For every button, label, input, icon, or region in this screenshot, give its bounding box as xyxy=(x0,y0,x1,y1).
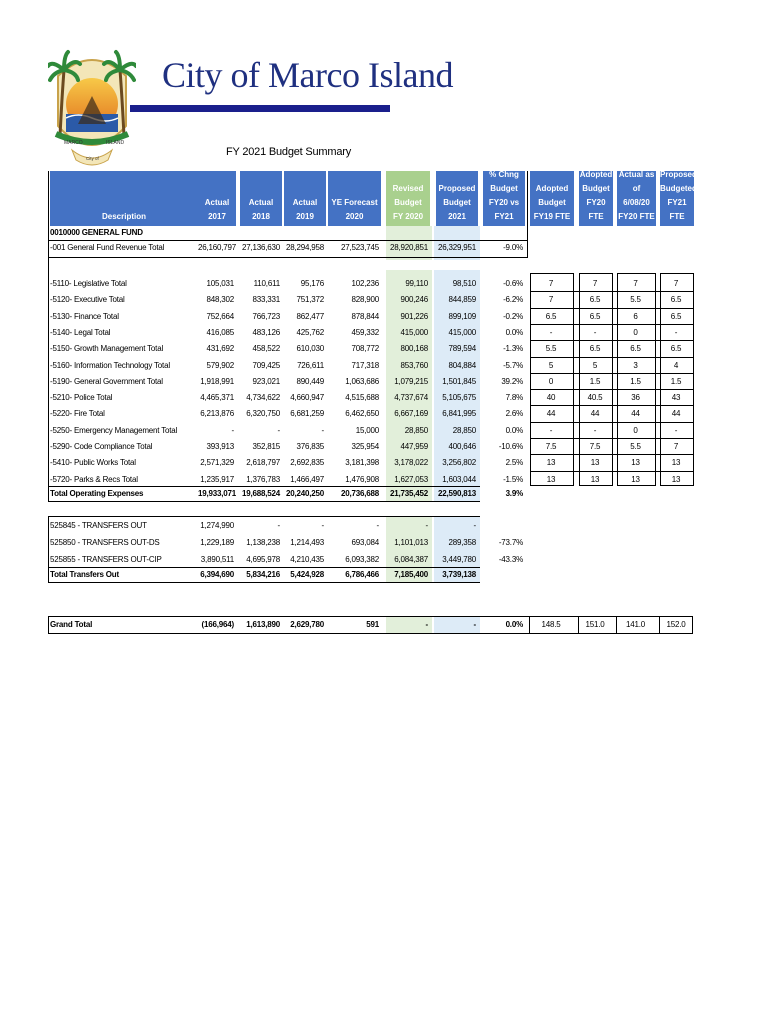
transfer-row-value: 693,084 xyxy=(351,538,379,547)
expense-row-value: 483,126 xyxy=(252,328,280,337)
expense-row-value: 15,000 xyxy=(355,426,379,435)
fte-value: - xyxy=(674,328,678,337)
expense-row-value: 6,320,750 xyxy=(246,409,280,418)
fte-value: 7 xyxy=(633,279,638,288)
expense-row-value: 862,477 xyxy=(296,312,324,321)
expense-row-value: 853,760 xyxy=(400,361,428,370)
fte-value: 3 xyxy=(633,361,638,370)
transfer-row-value: - xyxy=(473,521,476,530)
fte-value: 5 xyxy=(592,361,598,370)
total-divider xyxy=(48,486,480,487)
fte-value: 7 xyxy=(673,279,679,288)
expense-row-value: 98,510 xyxy=(452,279,476,288)
fte-value: 5 xyxy=(548,361,554,370)
operating-total-row-value: 19,688,524 xyxy=(241,489,280,498)
transfer-row-value: 1,101,013 xyxy=(394,538,428,547)
expense-row-value: 1,235,917 xyxy=(200,475,234,484)
column-header-line: % Chng xyxy=(489,170,519,179)
column-header-line: Actual xyxy=(292,198,318,207)
expense-row-value: -0.6% xyxy=(503,279,523,288)
fte-value: - xyxy=(549,426,553,435)
column-header-line: FY19 FTE xyxy=(533,212,571,221)
expense-row-value: 1,501,845 xyxy=(442,377,476,386)
expense-row-label: -5110- Legislative Total xyxy=(50,279,127,288)
transfers-total-row-value: 3,739,138 xyxy=(442,570,476,579)
expense-row-value: - xyxy=(231,426,234,435)
expense-row-value: 2.6% xyxy=(505,409,523,418)
fte-value: 1.5 xyxy=(630,377,641,386)
transfers-total-row-value: 7,185,400 xyxy=(394,570,428,579)
general-fund-heading: 0010000 GENERAL FUND xyxy=(50,228,143,237)
expense-row-value: 352,815 xyxy=(252,442,280,451)
expense-row-value: 579,902 xyxy=(206,361,234,370)
expense-row-value: 0.0% xyxy=(505,328,523,337)
fte-value: 13 xyxy=(546,475,556,484)
expense-row-value: 415,000 xyxy=(448,328,476,337)
column-header-line: FY 2020 xyxy=(392,212,424,221)
transfer-row-value: 1,274,990 xyxy=(200,521,234,530)
transfers-total-row-label: Total Transfers Out xyxy=(50,570,119,579)
revenue-row-value: 26,329,951 xyxy=(437,243,476,252)
grand-total-row-value: (166,964) xyxy=(201,620,234,629)
expense-row-value: 7.8% xyxy=(505,393,523,402)
table-left-border xyxy=(48,171,49,501)
title-underline-bar xyxy=(130,105,390,112)
expense-row-value: 0.0% xyxy=(505,426,523,435)
row-divider xyxy=(48,516,480,517)
fte-column-divider xyxy=(529,616,530,634)
fte-value: - xyxy=(674,426,678,435)
column-header-line: Actual xyxy=(204,198,230,207)
expense-row-value: 2,571,329 xyxy=(200,458,234,467)
expense-row-value: 2,692,835 xyxy=(290,458,324,467)
fte-row-divider xyxy=(530,454,693,455)
fte-value: 5.5 xyxy=(630,295,641,304)
expense-row-value: 4,660,947 xyxy=(290,393,324,402)
fte-row-divider xyxy=(530,471,693,472)
expense-row-value: 6,841,995 xyxy=(442,409,476,418)
column-header-3 xyxy=(284,171,326,226)
column-header-line: Budgeted xyxy=(660,184,697,193)
grand-total-row-value: - xyxy=(473,620,476,629)
column-header-line: 2019 xyxy=(296,212,314,221)
expense-row-value: 28,850 xyxy=(452,426,476,435)
expense-row-label: -5210- Police Total xyxy=(50,393,113,402)
grand-total-fte-value: 148.5 xyxy=(541,620,561,629)
expense-row-value: 890,449 xyxy=(296,377,324,386)
expense-row-value: 99,110 xyxy=(405,279,428,288)
expense-row-label: -5410- Public Works Total xyxy=(50,458,136,467)
expense-row-value: 878,844 xyxy=(351,312,379,321)
expense-row-label: -5150- Growth Management Total xyxy=(50,344,164,353)
table-left-border xyxy=(48,516,49,582)
revenue-row-value: 27,136,630 xyxy=(241,243,280,252)
fte-value: 44 xyxy=(631,409,640,418)
transfer-row-value: 6,084,387 xyxy=(394,555,428,564)
expense-row-value: 95,176 xyxy=(300,279,324,288)
expense-row-label: -5190- General Government Total xyxy=(50,377,163,386)
fte-value: 6.5 xyxy=(670,344,682,353)
expense-row-value: -5.7% xyxy=(503,361,523,370)
expense-row-value: 102,236 xyxy=(351,279,379,288)
transfer-row-value: 1,214,493 xyxy=(290,538,324,547)
fte-value: 7 xyxy=(548,295,554,304)
expense-row-value: 28,850 xyxy=(404,426,428,435)
transfers-total-row-value: 6,394,690 xyxy=(200,570,234,579)
expense-row-value: 400,646 xyxy=(448,442,476,451)
expense-row-value: 459,332 xyxy=(351,328,379,337)
expense-row-value: 425,762 xyxy=(296,328,324,337)
expense-row-value: 4,465,371 xyxy=(200,393,234,402)
operating-total-row-label: Total Operating Expenses xyxy=(50,489,144,498)
column-header-line: Budget xyxy=(394,198,422,207)
expense-row-value: 804,884 xyxy=(448,361,476,370)
expense-row-value: 833,331 xyxy=(252,295,280,304)
expense-row-value: 789,594 xyxy=(448,344,476,353)
expense-row-value: -1.3% xyxy=(503,344,523,353)
column-header-9 xyxy=(579,171,613,226)
expense-row-value: 717,318 xyxy=(351,361,379,370)
fte-row-divider xyxy=(530,308,693,309)
expense-row-value: 1,918,991 xyxy=(200,377,234,386)
grand-total-fte-value: 151.0 xyxy=(585,620,605,629)
revenue-row-value: 28,920,851 xyxy=(389,243,428,252)
report-subtitle: FY 2021 Budget Summary xyxy=(226,146,352,158)
fte-value: 1.5 xyxy=(589,377,601,386)
column-header-2 xyxy=(240,171,282,226)
transfer-row-value: - xyxy=(376,521,379,530)
expense-row-value: 1,063,686 xyxy=(345,377,379,386)
expense-row-label: -5120- Executive Total xyxy=(50,295,125,304)
transfer-row-value: 1,138,238 xyxy=(246,538,280,547)
fte-value: 7 xyxy=(673,442,679,451)
fte-row-divider xyxy=(530,405,693,406)
column-header-line: 6/08/20 xyxy=(623,198,650,207)
transfer-row-value: 289,358 xyxy=(448,538,476,547)
fte-value: 5.5 xyxy=(545,344,557,353)
column-header-line: Budget xyxy=(582,184,610,193)
expense-row-value: 848,302 xyxy=(206,295,234,304)
column-header-line: 2018 xyxy=(252,212,270,221)
fte-value: 4 xyxy=(673,361,679,370)
expense-row-value: 39.2% xyxy=(501,377,523,386)
column-header-8 xyxy=(530,171,574,226)
column-header-7 xyxy=(483,171,525,226)
column-header-6 xyxy=(436,171,478,226)
city-seal-logo xyxy=(48,46,136,170)
expense-row-value: 900,246 xyxy=(400,295,428,304)
fte-value: 6.5 xyxy=(670,312,682,321)
column-header-1 xyxy=(198,171,236,226)
operating-total-row-value: 3.9% xyxy=(505,489,523,498)
fte-value: 13 xyxy=(631,458,640,467)
expense-row-value: 1,466,497 xyxy=(290,475,324,484)
fte-value: 7.5 xyxy=(589,442,601,451)
revenue-row-value: 28,294,958 xyxy=(285,243,324,252)
expense-row-value: 110,611 xyxy=(253,279,280,288)
fte-value: 44 xyxy=(671,409,681,418)
revenue-row-label: -001 General Fund Revenue Total xyxy=(50,243,165,252)
expense-row-value: 6,462,650 xyxy=(345,409,379,418)
expense-row-value: 3,256,802 xyxy=(442,458,476,467)
column-header-line: FY20 FTE xyxy=(586,198,606,221)
fte-row-divider xyxy=(530,291,693,292)
transfer-row-value: 1,229,189 xyxy=(200,538,234,547)
expense-row-label: -5290- Code Compliance Total xyxy=(50,442,153,451)
expense-row-value: 726,611 xyxy=(297,361,324,370)
expense-row-value: 751,372 xyxy=(296,295,324,304)
expense-row-label: -5160- Information Technology Total xyxy=(50,361,170,370)
column-header-10 xyxy=(617,171,656,226)
table-right-border xyxy=(527,171,528,258)
expense-row-value: 4,734,622 xyxy=(246,393,280,402)
fte-column-divider xyxy=(659,616,660,634)
transfer-row-value: -43.3% xyxy=(498,555,523,564)
column-header-line: 2017 xyxy=(208,212,226,221)
fte-row-divider xyxy=(530,373,693,374)
transfer-row-value: 3,890,511 xyxy=(200,555,234,564)
expense-row-value: -0.2% xyxy=(503,312,523,321)
expense-row-value: -1.5% xyxy=(503,475,523,484)
expense-row-value: 447,959 xyxy=(400,442,428,451)
transfer-row-value: -73.7% xyxy=(498,538,523,547)
fte-value: 0 xyxy=(548,377,554,386)
fte-value: - xyxy=(593,426,597,435)
expense-row-value: 5,105,675 xyxy=(442,393,476,402)
fte-value: 0 xyxy=(633,328,638,337)
operating-total-row-value: 19,933,071 xyxy=(198,489,237,498)
transfer-row-value: 4,210,435 xyxy=(290,555,324,564)
total-divider xyxy=(48,567,480,568)
transfers-total-row-value: 6,786,466 xyxy=(345,570,379,579)
grand-total-row-value: 591 xyxy=(366,620,379,629)
transfer-row-value: - xyxy=(277,521,280,530)
fte-value: 44 xyxy=(546,409,556,418)
column-header-line: Budget xyxy=(443,198,471,207)
expense-row-value: 6,213,876 xyxy=(200,409,234,418)
expense-row-value: 1,603,044 xyxy=(442,475,476,484)
fte-value: 7 xyxy=(548,279,554,288)
grand-total-row-value: - xyxy=(425,620,428,629)
expense-row-value: 1,476,908 xyxy=(345,475,379,484)
expense-row-label: -5720- Parks & Recs Total xyxy=(50,475,138,484)
column-header-line: Actual as of xyxy=(618,170,655,193)
fte-value: 13 xyxy=(631,475,640,484)
transfer-row-value xyxy=(483,520,523,532)
fte-value: 6.5 xyxy=(545,312,557,321)
column-header-line: Budget xyxy=(490,184,518,193)
expense-row-value: 708,772 xyxy=(351,344,379,353)
operating-total-row-value: 21,735,452 xyxy=(389,489,428,498)
column-header-line: Adopted xyxy=(579,170,613,179)
expense-row-value: - xyxy=(277,426,280,435)
column-header-line: Description xyxy=(101,212,146,221)
expense-row-value: 4,737,674 xyxy=(394,393,428,402)
expense-row-value: - xyxy=(321,426,324,435)
transfer-row-label: 525845 - TRANSFERS OUT xyxy=(50,521,147,530)
column-header-line: FY20 vs FY21 xyxy=(488,198,520,221)
column-header-0 xyxy=(50,171,198,226)
expense-row-label: -5130- Finance Total xyxy=(50,312,119,321)
column-header-line: Proposed xyxy=(438,184,476,193)
expense-row-value: 2.5% xyxy=(505,458,523,467)
fte-value: 5.5 xyxy=(630,442,641,451)
fte-value: - xyxy=(549,328,553,337)
column-header-line: Budget xyxy=(538,198,566,207)
transfers-total-row-value: 5,424,928 xyxy=(290,570,324,579)
expense-row-value: 800,168 xyxy=(400,344,428,353)
fte-value: 6.5 xyxy=(589,295,601,304)
transfer-row-label: 525850 - TRANSFERS OUT-DS xyxy=(50,538,160,547)
operating-total-row-value: 22,590,813 xyxy=(437,489,476,498)
fte-value: 7 xyxy=(592,279,598,288)
fte-value: 43 xyxy=(671,393,681,402)
fte-value: 13 xyxy=(546,458,556,467)
column-header-11 xyxy=(660,170,697,226)
grand-total-row-value: 1,613,890 xyxy=(246,620,280,629)
column-header-line: Proposed xyxy=(660,170,697,179)
fte-row-divider xyxy=(530,389,693,390)
fte-value: 6.5 xyxy=(670,295,682,304)
transfer-row-label: 525855 - TRANSFERS OUT-CIP xyxy=(50,555,162,564)
logo-text-left: MARCO xyxy=(64,140,83,146)
transfer-row-value: 6,093,382 xyxy=(345,555,379,564)
grand-total-fte-value: 152.0 xyxy=(666,620,686,629)
row-divider xyxy=(49,240,528,241)
column-header-5 xyxy=(386,171,430,226)
expense-row-value: 4,515,688 xyxy=(345,393,379,402)
grand-total-row-value: 2,629,780 xyxy=(290,620,324,629)
transfers-total-row-value xyxy=(483,569,523,581)
total-divider xyxy=(48,501,480,502)
expense-row-value: 923,021 xyxy=(252,377,280,386)
expense-row-value: 3,181,398 xyxy=(345,458,379,467)
fte-value: 40.5 xyxy=(587,393,603,402)
fte-value: 13 xyxy=(671,458,681,467)
fte-row-divider xyxy=(530,438,693,439)
logo-text-bottom: City of xyxy=(86,156,99,161)
transfer-row-value: - xyxy=(425,521,428,530)
expense-row-value: 3,178,022 xyxy=(394,458,428,467)
fte-value: - xyxy=(593,328,597,337)
fte-value: 13 xyxy=(671,475,681,484)
expense-row-value: -6.2% xyxy=(503,295,523,304)
expense-row-value: 458,522 xyxy=(252,344,280,353)
fte-value: 1.5 xyxy=(670,377,682,386)
column-header-4 xyxy=(328,171,381,226)
column-header-line: Adopted xyxy=(535,184,569,193)
expense-row-value: 2,618,797 xyxy=(246,458,280,467)
expense-row-label: -5140- Legal Total xyxy=(50,328,111,337)
grand-total-row-label: Grand Total xyxy=(50,620,93,629)
grand-total-row-value: 0.0% xyxy=(505,620,523,629)
fte-value: 6.5 xyxy=(630,344,641,353)
operating-total-row-value: 20,240,250 xyxy=(285,489,324,498)
fte-value: 13 xyxy=(590,458,600,467)
logo-text-right: ISLAND xyxy=(106,140,125,146)
expense-row-value: 105,031 xyxy=(206,279,234,288)
operating-total-row-value: 20,736,688 xyxy=(340,489,379,498)
column-header-line: Revised xyxy=(392,184,424,193)
grand-total-fte-value: 141.0 xyxy=(625,620,646,629)
column-header-line: FY20 FTE xyxy=(618,212,655,221)
total-divider xyxy=(48,582,480,583)
column-header-line: YE Forecast xyxy=(331,198,378,207)
revenue-row-value: 27,523,745 xyxy=(340,243,379,252)
transfer-row-value: - xyxy=(321,521,324,530)
row-divider xyxy=(49,257,528,258)
expense-row-label: -5220- Fire Total xyxy=(50,409,105,418)
fte-column-divider xyxy=(616,616,617,634)
expense-row-value: 1,079,215 xyxy=(394,377,428,386)
expense-row-value: 1,376,783 xyxy=(246,475,280,484)
column-header-line: Actual xyxy=(248,198,274,207)
column-header-line: 2020 xyxy=(345,212,364,221)
fte-value: 0 xyxy=(633,426,638,435)
expense-row-value: 6,667,169 xyxy=(394,409,428,418)
expense-row-value: 844,859 xyxy=(448,295,476,304)
expense-row-value: 416,085 xyxy=(206,328,234,337)
transfer-row-value: 3,449,780 xyxy=(442,555,476,564)
expense-row-value: 752,664 xyxy=(206,312,234,321)
fte-row-divider xyxy=(530,422,693,423)
column-header-line: FY21 FTE xyxy=(667,198,687,221)
expense-row-value: 431,692 xyxy=(206,344,234,353)
fte-value: 6 xyxy=(633,312,638,321)
expense-row-value: 901,226 xyxy=(400,312,428,321)
fte-value: 7.5 xyxy=(545,442,557,451)
expense-row-value: 6,681,259 xyxy=(290,409,324,418)
column-header-line: 2021 xyxy=(448,212,466,221)
expense-row-value: 766,723 xyxy=(252,312,280,321)
expense-row-value: 415,000 xyxy=(400,328,428,337)
fte-value: 6.5 xyxy=(589,312,601,321)
expense-row-value: 393,913 xyxy=(206,442,234,451)
fte-row-divider xyxy=(530,324,693,325)
expense-row-value: 376,835 xyxy=(296,442,324,451)
expense-row-value: 1,627,053 xyxy=(394,475,428,484)
expense-row-label: -5250- Emergency Management Total xyxy=(50,426,178,435)
expense-row-value: 899,109 xyxy=(448,312,476,321)
expense-row-value: 325,954 xyxy=(351,442,379,451)
revenue-row-value: 26,160,797 xyxy=(198,243,237,252)
fte-row-divider xyxy=(530,340,693,341)
transfer-row-value: 4,695,978 xyxy=(246,555,280,564)
expense-row-value: -10.6% xyxy=(498,442,523,451)
revenue-row-value: -9.0% xyxy=(503,243,523,252)
city-title: City of Marco Island xyxy=(162,55,453,95)
expense-row-value: 709,425 xyxy=(252,361,280,370)
transfers-total-row-value: 5,834,216 xyxy=(246,570,280,579)
fte-value: 6.5 xyxy=(589,344,601,353)
fte-row-divider xyxy=(530,357,693,358)
expense-row-value: 610,030 xyxy=(296,344,324,353)
fte-value: 36 xyxy=(631,393,640,402)
fte-value: 40 xyxy=(546,393,556,402)
fte-value: 13 xyxy=(590,475,600,484)
fte-value: 44 xyxy=(590,409,600,418)
expense-row-value: 828,900 xyxy=(351,295,379,304)
fte-column-divider xyxy=(578,616,579,634)
